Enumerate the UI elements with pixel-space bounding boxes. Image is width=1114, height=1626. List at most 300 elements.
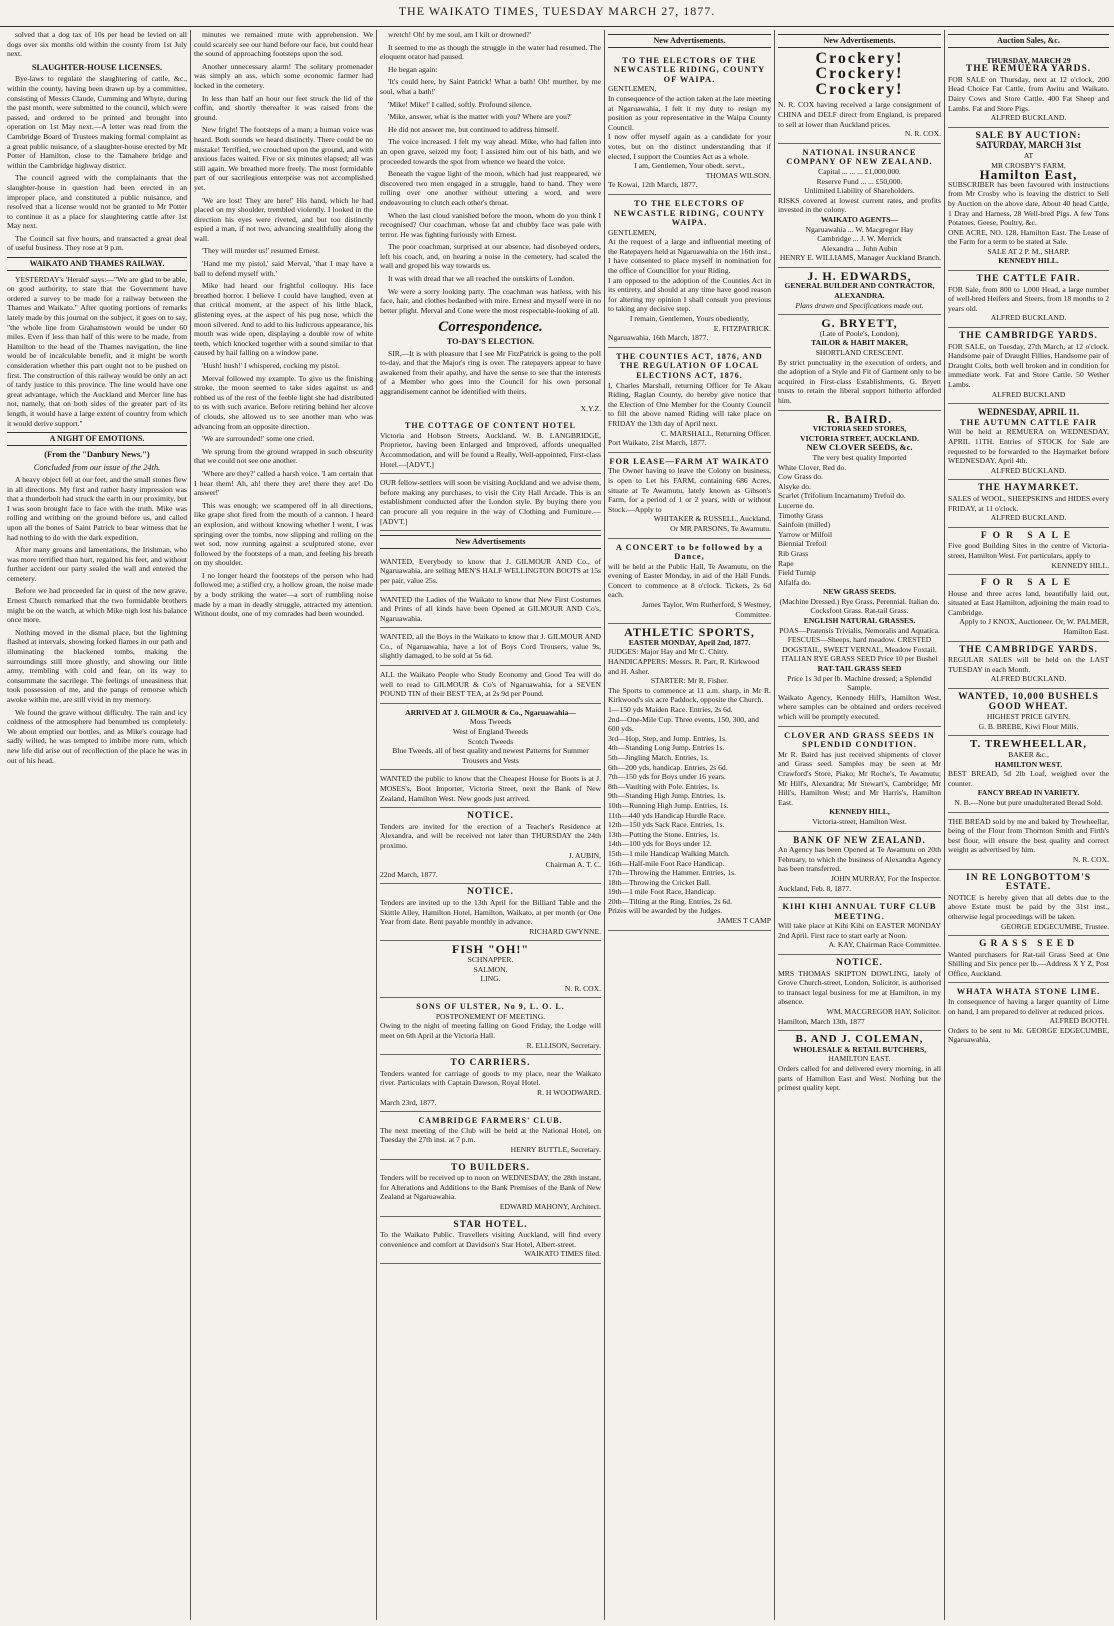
ad-subtitle: RAT-TAIL GRASS SEED [817, 664, 902, 674]
advertisement [778, 832, 941, 899]
advertisement [608, 348, 771, 453]
ad-date: 22nd March, 1877. [380, 869, 438, 879]
ad-signature: HENRY BUTTLE, Secretary. [510, 1145, 601, 1154]
ad-title: GRASS SEED [979, 939, 1078, 950]
paragraph: Before we had proceeded far in quest of the new grave, Ernest Church remarked that the two formidable brothers might be on the watch, at which Mike nigh lost his balance once more. [7, 586, 187, 625]
letter-signature: X.Y.Z. [580, 403, 601, 413]
ad-text: N. R. COX having received a large consignment of CHINA and DELF direct from England, is prepared to sell at lower than Auckland prices. [778, 100, 941, 129]
advertisement [380, 941, 601, 998]
ad-subtitle: SHORTLAND CRESCENT. [815, 348, 904, 358]
advertisement [380, 474, 601, 531]
event-item: 13th—Putting the Stone. Entries, 1s. [608, 829, 720, 839]
ad-text: Owing to the night of meeting falling on Good Friday, the Lodge will meet on 6th April at the Victoria Hall. [380, 1021, 601, 1041]
ad-text: Tenders are invited up to the 13th April for the Billiard Table and the Skittle Alley, Hamilton Hotel, Hamilton, Waikato, at per month (or One Year from date. Rent payable monthly in advance. [380, 897, 601, 927]
ad-title: NATIONAL INSURANCE COMPANY OF NEW ZEALAND. [786, 147, 933, 167]
ad-text: The next meeting of the Club will be held at the National Hotel, on Tuesday the 27th inst. at 7 p.m. [380, 1125, 601, 1145]
ad-line: Blue Tweeds, all of best quality and newest Patterns for Summer Trousers and Vests [392, 746, 589, 765]
ad-title: Hamilton East, [979, 167, 1078, 183]
ad-text: WANTED the Ladies of the Waikato to know that New First Costumes and Prints of all kinds have been Opened at GILMOUR AND Co's, Ngaruawahia. [380, 594, 601, 623]
ad-date: Auckland, Feb. 8, 1877. [778, 883, 852, 893]
ad-text: N. B.—None but pure unadulterated Bread Sold. [954, 797, 1103, 807]
event-item: 18th—Throwing the Cricket Ball. [608, 877, 711, 887]
ad-title: TO CARRIERS. [450, 1058, 531, 1069]
ad-text: Price 1s 3d per lb. Machine dressed; a Splendid Sample. [787, 673, 932, 693]
advertisement [380, 417, 601, 474]
paragraph: The Council sat five hours, and transacted a great deal of useful business. They rose at 9 p.m. [7, 233, 187, 253]
ad-text: WANTED the public to know that the Cheapest House for Boots is at J. MOSES's, Boot Importer, Victoria Street, next the Bank of New Zealand, Hamilton West. New goods just arrived. [380, 774, 601, 803]
advertisement [778, 727, 941, 832]
ad-text: By strict punctuality in the execution of orders, and the adoption of a Style and Fit of Garment only to be acquired in First-class Establishments, G. Bryett trusts to retain the liberal support hitherto afforded him. [778, 357, 941, 405]
ad-signature: JAMES T CAMP [717, 916, 771, 926]
ad-line: Alexandra ... John Aubin [821, 243, 898, 253]
advertisement [948, 936, 1109, 983]
ad-line: Capital ... ... ... £1,000,000. [818, 166, 901, 176]
ad-line: West of England Tweeds [452, 727, 529, 737]
paragraph: It was with dread that we all reached the outskirts of London. [388, 274, 575, 284]
ad-address: Victoria-street, Hamilton West. [812, 816, 907, 826]
ad-title: THE REMUERA YARDS. [965, 64, 1092, 75]
paragraph: When the last cloud vanished before the moon, whom do you think I recognised? Our coachman, whose fat and chubby face was pale with terror. He was fighting furiously with Ernest. [380, 210, 601, 239]
ad-text: In consequence of having a larger quantity of Lime on hand, I am prepared to deliver at reduced prices. [948, 997, 1109, 1016]
ad-title: STAR HOTEL. [453, 1219, 528, 1230]
paragraph: After many groans and lamentations, the Irishman, who was more terrified than hurt, regained his feet, and without further accident our party sealed the wall and entered the cemetery. [7, 545, 187, 583]
ad-text: STARTER: Mr R. Fisher. [650, 676, 729, 686]
advertisement [380, 884, 601, 941]
section-heading: New Advertisements [380, 535, 601, 549]
ad-title: THE COUNTIES ACT, 1876, AND THE REGULATION OF LOCAL ELECTIONS ACT, 1876. [616, 351, 763, 380]
ad-signature: EDWARD MAHONY, Architect. [499, 1201, 601, 1211]
ad-text: WANTED, all the Boys in the Waikato to know that J. GILMOUR AND Co., of Ngaruawahia, have a lot of Boys Cord Trousers, value 9s, slightly damaged, to be sold at 5s 6d. [380, 632, 601, 661]
advertisement [380, 666, 601, 704]
ad-title: R. BAIRD. [826, 411, 893, 426]
paragraph: Nothing moved in the dismal place, but the lightning flashed at intervals, showing forked flames in our path and illuminating the blackened tombs, making the surroundings still more ghostly, and showing our little army, trembling with cold and fear, on its way to consummate the sacrilege. The feelings of uneasiness that took possession of me, and the pangs of remorse which awoke within me, are still vivid in my memory. [7, 627, 187, 704]
ad-date: SATURDAY, MARCH 31st [976, 140, 1081, 151]
advertisement [380, 770, 601, 808]
ad-line: Moss Tweeds [469, 717, 512, 727]
advertisement [608, 624, 771, 930]
ad-text: At the request of a large and influential meeting of the Ratepayers held at Ngaruawahia on the 16th inst., I have consented to place myself in nomination for the office of Councillor for your Riding. [608, 237, 771, 276]
ad-subtitle: FANCY BREAD IN VARIETY. [977, 788, 1080, 798]
ad-text: Tenders will be received up to noon on WEDNESDAY, the 28th instant, for Alterations and Additions to the Bank Premises of the Bank of New Zealand at Ngaruawahia. [380, 1173, 601, 1202]
ad-title: TO BUILDERS. [451, 1162, 530, 1173]
ad-line: LING. [480, 974, 501, 984]
advertisement [608, 453, 771, 539]
ad-text: Waikato Agency, Kennedy Hill's, Hamilton West, where samples can be obtained and orders received which will be promptly executed. [778, 692, 941, 721]
advertisement [948, 689, 1109, 736]
ad-signature: RICHARD GWYNNE. [529, 926, 601, 936]
ad-text: Orders to be sent to Mr. GEORGE EDGECUMBE, Ngaruawahia. [948, 1025, 1109, 1045]
event-item: 6th—200 yds, handicap. Entries, 2s 6d. [608, 762, 728, 772]
advertisement [778, 144, 941, 268]
advertisement [778, 1031, 941, 1097]
ad-text: (Machine Dressed.) Rye Grass, Perennial. Italian do. Cocksfoot Grass. Rat-tail Grass. [779, 596, 940, 616]
ad-text: I now offer myself again as a candidate for your votes, but on the distinct understanding that if elected, I support the Counties Act as a whole. [608, 132, 771, 161]
ad-signature: R. H WOODWARD. [537, 1088, 601, 1098]
ad-line: SALE AT 2 P. M., SHARP. [987, 246, 1070, 256]
ad-title: B. AND J. COLEMAN, [795, 1033, 924, 1046]
advertisement [380, 628, 601, 666]
ad-title: CAMBRIDGE FARMERS' CLUB. [418, 1116, 563, 1126]
event-item: 4th—Standing Long Jump. Entries 1s. [608, 743, 725, 753]
ad-subtitle: BAKER &c., [1008, 750, 1049, 759]
ad-signature: KENNEDY HILL. [1051, 560, 1109, 570]
ad-signature: Or MR PARSONS, Te Awamutu. [670, 523, 771, 533]
paragraph: Merval followed my example. To give us the finishing stroke, the moon seemed to take sides against us and robbed us of the rest of the feeble light she had distributed to us with such avarice. Before retiring behind her alcove of clouds, she allowed us to see another man who was advancing from an opposite direction. [194, 373, 373, 431]
advertisement [948, 404, 1109, 480]
paragraph: New fright! The footsteps of a man; a human voice was heard. Both sounds we heard distinctly. There could be no mistake! Terrified, we crouched upon the ground, and with anxious faces waited. Five or six minutes elapsed; all was still again. We breathed more freely. The most formidable part of our sacrilegious enterprise was not accomplished yet. [194, 125, 373, 192]
seed-item: Alfalfa do. [778, 577, 811, 587]
ad-text: Wanted purchasers for Rat-tail Grass Seed at One Shilling and Six pence per lb.—Address X Y Z, Post Office, Auckland. [948, 949, 1109, 978]
ad-signature: ALFRED BUCKLAND. [990, 674, 1067, 684]
event-item: 11th—440 yds Handicap Hurdle Race. [608, 810, 726, 820]
ad-text: To the Waikato Public. Travellers visiting Auckland, will find every convenience and comfort at Davidson's Star Hotel, Albert-street. [380, 1230, 601, 1249]
event-item: 3rd—Hop, Step, and Jump. Entries, 1s. [608, 733, 727, 743]
ad-signature: ALFRED BUCKLAND. [990, 513, 1067, 523]
ad-signature: ALFRED BOOTH. [1049, 1016, 1109, 1026]
section-heading: Auction Sales, &c. [948, 34, 1109, 48]
ad-signature: ALFRED BUCKLAND. [990, 113, 1067, 123]
paragraph: It seemed to me as though the struggle in the water had resumed. The eloquent orator had paused. [380, 42, 601, 62]
ad-signature: Chairman A. T. C. [545, 860, 601, 870]
column-2 [190, 30, 376, 1620]
advertisement [948, 128, 1109, 271]
paragraph: Beneath the vague light of the moon, which had just reappeared, we discovered two men engaged in a struggle, hand to hand. They were rolling over one another without uttering a word, and were endeavouring to clutch each other's throat. [380, 169, 601, 207]
seed-item: Sainfoin (milled) [778, 520, 831, 530]
ad-close: I remain, Gentlemen, Yours obediently, [629, 314, 750, 324]
section-heading: SLAUGHTER-HOUSE LICENSES. [31, 62, 163, 72]
event-item: 19th—1 mile Foot Race, Handicap. [608, 887, 716, 897]
ad-text: An Agency has been Opened at Te Awamutu on 20th February, to which the business of Alexandra Agency has been transferred. [778, 845, 941, 874]
ad-subtitle: ALEXANDRA. [834, 291, 885, 301]
paragraph: minutes we remained mute with apprehension. We could scarcely see our hand before our face, but could hear the sound of approaching footsteps upon the sod. [194, 30, 374, 59]
ad-date: March 23rd, 1877. [380, 1097, 437, 1107]
ad-signature: N. R. COX. [904, 129, 941, 139]
ad-text: ONE ACRE, NO. 128, Hamilton East. The Lease of the Farm for a term to be stated at Sale. [948, 227, 1109, 247]
ad-signature: A. KAY, Chairman Race Committee. [828, 940, 941, 950]
ad-text: FOR SALE, on Tuesday, 27th March, at 12 o'clock. Handsome pair of Draught Fillies, Handsome pair of Draught Colts, both well broken and in condition for immediate work. Fat and Store Cattle. 50 Wether Lambs. [948, 341, 1109, 389]
ad-title: A CONCERT to be followed by a Dance, [615, 542, 764, 562]
ad-text: Will be held at REMUERA on WEDNESDAY, APRIL 11TH. Entries of STOCK for Sale are requested to be forwarded to the Haymarket before WEDNESDAY, April 4th. [948, 427, 1109, 466]
ad-text: RISKS covered at lowest current rates, and profits invested in the colony. [778, 195, 941, 215]
section-heading: New Advertisements. [778, 34, 941, 48]
ad-text: WANTED, Everybody to know that J. GILMOUR AND Co., of Ngaruawahia, are selling MEN'S HALF WELLINGTON BOOTS at 15s per pair, value 25s. [380, 556, 601, 585]
paragraph: wretch! Oh! by me soul, am I kilt or drowned?' [388, 30, 532, 39]
advertisement [778, 955, 941, 1031]
ad-salutation: GENTLEMEN, [608, 227, 657, 237]
section-heading: New Advertisements. [608, 34, 771, 48]
ad-subtitle: EASTER MONDAY, April 2nd, 1877. [628, 637, 751, 647]
paragraph: 'We are surrounded!' some one cried. [202, 434, 315, 444]
subheading: (From the "Danbury News.") [44, 449, 150, 459]
ad-title: WANTED, 10,000 BUSHELS GOOD WHEAT. [958, 692, 1099, 712]
ad-title: NOTICE. [836, 958, 883, 969]
advertisement [948, 736, 1109, 812]
event-item: 8th—Vaulting with Pole. Entries, 1s. [608, 781, 720, 791]
ad-subtitle: (Late of Poole's, London), [819, 328, 900, 338]
ad-subtitle: WAIKATO AGENTS— [820, 214, 899, 224]
ad-text: FESCUES—Sheeps, hard meadow. CRESTED DOGSTAIL, SWEET VERNAL, Meadow Foxtail. [782, 635, 937, 654]
column-5 [774, 30, 944, 1620]
paragraph: 'Hand me my pistol,' said Merval, 'that I may have a ball to defend myself with.' [194, 259, 373, 278]
ad-signature: THOMAS WILSON. [705, 170, 771, 180]
seed-item: Rape [778, 558, 794, 568]
ad-date: THURSDAY, MARCH 29 [986, 55, 1071, 65]
ad-signature: G. B. BREBE, Kiwi Flour Mills. [978, 721, 1079, 731]
ad-line: SCHNAPPER. [467, 954, 514, 964]
ad-line: Ngaruawahia ... W. Macgregor Hay [805, 224, 914, 234]
ad-date: Ngaruawahia, 16th March, 1877. [608, 333, 709, 343]
ad-subtitle: GENERAL BUILDER AND CONTRACTOR, [784, 281, 935, 291]
ad-date: Port Waikato, 21st March, 1877. [608, 438, 707, 448]
ad-text: FOR SALE on Thursday, next at 12 o'clock, 200 Head Choice Fat Cattle, from Awitu and Waikato. Dairy Cows and Store Cattle. 400 Fat Sheep and Lambs. Fat and Store Pigs. [948, 74, 1109, 113]
ad-line: Reserve Fund ... ... £50,000. [816, 176, 903, 186]
ad-signature: N. R. COX. [564, 983, 601, 993]
ad-title: NOTICE. [467, 811, 514, 822]
paragraph: 'Mike! Mike!' I called, softly. Profound silence. [388, 99, 532, 109]
advertisement [778, 315, 941, 410]
section-heading: WAIKATO AND THAMES RAILWAY. [7, 257, 187, 271]
event-item: 12th—150 yds Sack Race. Entries, 1s. [608, 820, 725, 830]
ad-title: WHATA WHATA STONE LIME. [956, 987, 1101, 997]
paragraph: YESTERDAY's 'Herald' says:—"We are glad to be able, on good authority, to state that the Government have ordered a survey to be made for a railway between the Thames and Waikato." After quoting portions of remarks lately made by this journal on the subject, it goes on to say, "the whole line from Grahamstown would be under 60 miles. Even if less than half of this were to be made, from Hamilton to the head of the Thames navigation, the line would be of incalculable benefit, and it might be worth consideration whether this part ought not to be pushed on first. The construction of this railway would be only an act of tardy justice to this province. The line would have one great advantage, which the Auckland and Mercer line has not, namely, that on both sides of the greater part of its length, it would have a large extent of country from which it would derive support." [7, 274, 187, 428]
ad-signature: N. R. COX. [1072, 854, 1109, 864]
ad-title: THE CAMBRIDGE YARDS. [959, 331, 1098, 342]
paragraph: A heavy object fell at our feet, and the small stones flew in all directions. My first and rather hasty impression was that a thunderbolt had struck the earth in our proximity, but I was soon brought face to face with the truth. Mike was rolling and writhing on the ground before us, and called upon all the bones of Saint Patrick to bear witness that he had nothing to do with the dark expedition. [7, 474, 187, 542]
advertisement [948, 575, 1109, 642]
ad-text: HIGHEST PRICE GIVEN. [986, 712, 1071, 722]
ad-title: ATHLETIC SPORTS, [624, 625, 755, 640]
column-4 [604, 30, 774, 1620]
crockery-heading: Crockery! [815, 65, 904, 83]
ad-text: BEST BREAD, 5d 2lb Loaf, weighed over the counter. [948, 769, 1109, 788]
ad-signature: J. AUBIN, [568, 850, 601, 860]
paragraph: He began again: [388, 64, 438, 74]
ad-signature: JOHN MURRAY, For the Inspector. [830, 873, 941, 883]
ad-text: REGULAR SALES will be held on the LAST TUESDAY in each Month. [948, 655, 1109, 674]
seed-item: Timothy Grass [778, 510, 824, 520]
seed-item: Yarrow or Milfoil [778, 529, 833, 539]
ad-text: House and three acres land, beautifully laid out, situated at East Hamilton, adjoining the main road to Cambridge. [948, 588, 1109, 617]
ad-title: G. BRYETT, [821, 316, 898, 331]
letter-title: TO-DAY'S ELECTION. [446, 337, 535, 347]
advertisement [380, 808, 601, 884]
paragraph: 'Where are they?' called a harsh voice. 'I am certain that I hear them! Ah, ah! there they are! there they are! Do answer!' [194, 468, 373, 498]
seed-item: Scarlet (Trifolium Incarnatum) Trefoil do. [778, 491, 906, 501]
ad-salutation: GENTLEMEN, [608, 84, 657, 94]
ad-signature: KENNEDY HILL, [829, 807, 890, 817]
ad-signature: ALFRED BUCKLAND. [990, 465, 1067, 475]
seed-item: White Clover, Red do. [778, 462, 847, 472]
paragraph: Bye-laws to regulate the slaughtering of cattle, &c., within the county, having been drawn up by a committee, consisting of Messrs Claude, Cumming and Whyte, during the past month, were submitted to the council, which were passed, and ordered to be printed and brought into operation on 1st May next.—A letter was read from the Cambridge Board of Trustees making formal complaint as a great public nuisance, of a slaughter-house erected by Mr Potter of Hamilton, close to the Tamahere bridge and within the Cambridge highway district. [7, 74, 187, 170]
letter-body: SIR,—It is with pleasure that I see Mr FitzPatrick is going to the poll to-day, and that the Major's ring is over. The ratepayers appear to have awakened from their apathy, and have the sense to see that the interests of a Member who goes into the Council for his own personal aggrandisement cannot be identified with theirs. [380, 348, 601, 396]
event-item: 14th—100 yds for Boys under 12. [608, 839, 712, 849]
advertisement [948, 52, 1109, 128]
paragraph: In less than half an hour our feet struck the lid of the coffin, and shortly thereafter it was raised from the ground. [194, 93, 373, 122]
ad-text: I am opposed to the adoption of the Counties Act in its entirety, and should at any time have good reason for altering my opinion I shall consult you previous to taking any decisive step. [608, 275, 771, 314]
event-item: 1—150 yds Maiden Race. Entries, 2s 6d. [608, 705, 733, 714]
advertisement [608, 539, 771, 625]
ad-title: ARRIVED AT J. GILMOUR & Co., Ngaruawahia— [405, 707, 576, 717]
paragraph: This was enough; we scampered off in all directions, like grape shot fired from the mouth of a cannon. I heard an explosion, and without knowing whether I went, I was springing over the tombs, now slipping and rolling on the wet sod, now running against a sculptured stone, ever followed by the footsteps of a man, and feeling his breath on my shoulder. [194, 500, 373, 568]
seed-item: Rib Grass [778, 548, 809, 558]
ad-title: THE CAMBRIDGE YARDS. [959, 644, 1098, 655]
event-item: 16th—Half-mile Foot Race Handicap. [608, 858, 725, 868]
ad-text: SALES of WOOL, SHEEPSKINS and HIDES every FRIDAY, at 11 o'clock. [948, 493, 1109, 513]
ad-address: HAMILTON WEST. [994, 759, 1063, 769]
advertisement [380, 591, 601, 629]
ad-text: NOTICE is hereby given that all debts due to the above Estate must be paid by the 31st inst., otherwise legal proceedings will be taken. [948, 892, 1109, 921]
ad-text: HANDICAPPERS: Messrs. R. Parr, R. Kirkwood and H. Asher. [608, 657, 760, 676]
ad-address: HAMILTON EAST. [828, 1054, 891, 1064]
ad-text: ALL the Waikato People who Study Economy and Good Tea will do well to read to GILMOUR & Co's of Ngaruawahia, for a SEVEN POUND TIN of their BEST TEA, at 2s 9d per Pound. [380, 670, 601, 699]
ad-signature: WHITAKER & RUSSELL, Auckland, [653, 514, 771, 524]
ad-subtitle: NEW GRASS SEEDS. [822, 587, 897, 597]
ad-signature: WM. MACGREGOR HAY, Solicitor. [826, 1007, 941, 1017]
ad-text: THE BREAD sold by me and baked by Trewheellar, being of the Flour from Thornton Smith and Firth's best flour, will ensure the best quality and correct weight as advertised by him. [948, 816, 1109, 855]
ad-subtitle: WHOLESALE & RETAIL BUTCHERS, [792, 1044, 927, 1054]
seed-item: Biennial Trefoil [778, 539, 827, 549]
ad-title: FOR SALE [980, 530, 1077, 541]
advertisement [948, 328, 1109, 404]
event-item: 20th—Tilting at the Ring. Entries, 2s 6d. [608, 896, 732, 906]
ad-text: The very best quality Imported [812, 452, 907, 462]
paragraph: We were a sorry looking party. The coachman was hatless, with his face, hair, and clothes bedaubed with mire. Ernest and myself were in no better plight. Merval and Cone were the most respectable-looking of all. [380, 286, 601, 315]
ad-title: THE AUTUMN CATTLE FAIR [960, 417, 1097, 427]
seed-item: Lucerne do. [778, 500, 815, 510]
advertisement [380, 553, 601, 591]
ad-text: Tenders are invited for the erection of a Teacher's Residence at Alexandra, and will be received not later than THURSDAY the 24th proximo. [380, 821, 601, 850]
seed-item: Field Turnip [778, 568, 816, 578]
advertisement [380, 1160, 601, 1217]
advertisement [380, 1112, 601, 1159]
ad-subtitle: NEW CLOVER SEEDS, &c. [806, 442, 913, 453]
ad-title: FISH "OH!" [452, 942, 529, 957]
ad-signature: C. MARSHALL, Returning Officer. [661, 428, 771, 438]
ad-title: BANK OF NEW ZEALAND. [793, 834, 926, 845]
advertisement [948, 813, 1109, 870]
ad-text: FOR Sale, from 800 to 1,000 Head, a large number of well-bred Heifers and Steers, from 18 months to 2 years old. [948, 284, 1109, 313]
ad-text: Prizes will be awarded by the Judges. [608, 906, 723, 916]
ad-text: JUDGES: Major Hay and Mr C. Chitty. [608, 647, 729, 657]
section-heading: A NIGHT OF EMOTIONS. [7, 432, 187, 446]
ad-title: SONS OF ULSTER, No 9, L. O. L. [416, 1002, 565, 1012]
ad-title: TO THE ELECTORS OF THE NEWCASTLE RIDING, COUNTY OF WAIPA. [613, 55, 766, 84]
paragraph: I no longer heard the footsteps of the person who had followed me; a stifled cry, a hollow groan, the noise made by a body striking the water—a sort of rumbling noise made by a man in deadly struggle, attracted my attention. Without doubt, one of my comrades had been wounded. [194, 570, 373, 619]
ad-text: In consequence of the action taken at the late meeting at Ngaruawahia, I felt it my duty to resign my position as your representative in the Waipa County Council. [608, 93, 771, 132]
ad-title: IN RE LONGBOTTOM'S ESTATE. [966, 872, 1091, 893]
masthead: THE WAIKATO TIMES, TUESDAY MARCH 27, 1877. [0, 4, 1114, 27]
advertisement [380, 704, 601, 771]
paragraph: 'Hush! hush!' I whispered, cocking my pistol. [202, 361, 340, 370]
ad-signature: GEORGE EDGECUMBE, Trustee. [1000, 921, 1109, 931]
ad-subtitle: ENGLISH NATURAL GRASSES. [803, 616, 916, 626]
crockery-heading: Crockery! [815, 80, 904, 98]
ad-text: Will take place at Kihi Kihi on EASTER MONDAY 2nd April. First race to start early at Noon. [778, 921, 941, 940]
ad-title: NOTICE. [467, 887, 514, 898]
advertisement [948, 642, 1109, 689]
ad-text: Plans drawn and Specifications made out. [795, 300, 924, 310]
advertisement [608, 52, 771, 195]
ad-text: Orders called for and delivered every morning, in all parts of Hamilton East and West. Nothing but the primest quality kept. [778, 1064, 941, 1093]
ad-date: WEDNESDAY, APRIL 11. [977, 407, 1080, 418]
event-item: 2nd—One-Mile Cup. Three events, 150, 300, and 600 yds. [608, 714, 759, 734]
ad-text: I, Charles Marshall, returning Officer for Te Akau Riding, Raglan County, do hereby give notice that the Election of One Member for the County Council to fill the above named Riding will take place on FRIDAY the 13th day of April next. [608, 380, 771, 428]
paragraph: Another unnecessary alarm! The solitary promenader was simply an ass, which some economic farmer had locked in the cemetery. [194, 61, 373, 90]
ad-title: CLOVER AND GRASS SEEDS IN SPLENDID CONDITION. [784, 730, 935, 750]
advertisement [778, 96, 941, 143]
ad-text: OUR fellow-settlers will soon be visiting Auckland and we advise them, before making any purchases, to visit the City Hall Arcade. This is an establishment conducted after the London style. By buying there you can procure all you require in the way of Clothing and Furniture.—[ADVT.] [380, 478, 601, 526]
ad-text: POAS—Pratensis Trivialis, Nemoralis and Aquatica. [779, 625, 940, 635]
ad-signature: E. FITZPATRICK. [713, 323, 771, 333]
ad-text: Victoria and Hobson Streets, Auckland. W. B. LANGBRIDGE, Proprietor, having been Enlarged and Improved, affords unequalled Accommodation, and will be found a Really, Well-appointed, First-class Hotel.—[ADVT.] [380, 430, 601, 469]
ad-subtitle: POSTPONEMENT OF MEETING. [435, 1011, 546, 1021]
ad-signature: Apply to J KNOX, Auctioneer. Or, W. PALMER, Hamilton East. [959, 617, 1109, 637]
seed-item: Alsyke do. [778, 481, 811, 491]
ad-title: THE COTTAGE OF CONTENT HOTEL [405, 421, 576, 431]
advertisement [380, 998, 601, 1055]
column-3 [376, 30, 604, 1620]
advertisement [778, 411, 941, 727]
ad-signature: KENNEDY HILL. [998, 256, 1059, 266]
ad-subtitle: VICTORIA STREET, AUCKLAND. [800, 433, 919, 443]
seed-item: Cow Grass do. [778, 472, 823, 482]
ad-line: Scotch Tweeds [467, 736, 514, 746]
ad-signature: ALFRED BUCKLAND. [990, 313, 1067, 323]
ad-close: I am, Gentlemen, Your obedt. servt., [634, 161, 745, 171]
ad-line: Cambridge ... J. W. Merrick [817, 234, 902, 244]
ad-signature: R. ELLISON, Secretary. [526, 1040, 601, 1050]
ad-date: Hamilton, March 13th, 1877 [778, 1016, 865, 1026]
ad-subtitle: VICTORIA SEED STORES, [812, 424, 907, 434]
ad-title: T. TREWHEELLAR, [970, 738, 1087, 751]
section-heading-correspondence: Correspondence. [438, 319, 543, 336]
paragraph: The voice increased. I felt my way ahead. Mike, who had fallen into an open grave, seized my foot; I assisted him out of his bath, and we proceeded towards the spot from whence we heard the voice. [380, 137, 601, 166]
subheading: Concluded from our issue of the 24th. [33, 463, 161, 473]
ad-text: Tenders wanted for carriage of goods to my place, near the Waikato river. Particulars with Captain Dawson, Royal Hotel. [380, 1068, 601, 1088]
ad-text: MRS THOMAS SKIPTON DOWLING, lately of Grove Church-street, London, Solicitor, is authorised to transact legal business for me at Hamilton, in my absence. [778, 968, 941, 1007]
ad-signature: HENRY E. WILLIAMS, Manager Auckland Branch. [779, 253, 941, 263]
ad-title: SALE BY AUCTION: [975, 130, 1082, 141]
ad-signature: James Taylor, Wm Rutherford, S Westney, Committee. [642, 600, 771, 619]
ad-text: will be held at the Public Hall, Te Awamutu, on the evening of Easter Monday, in aid of the Hall Funds. Concert to commence at 8 o'clock. Tickets, 2s 6d each. [608, 561, 771, 600]
ad-text: The Owner having to leave the Colony on business, is open to Let his FARM, containing 686 Acres, situate at Te Awamutu, lately known as Gibson's Farm, for a period of 1 or 2 years, with or without Stock.—Apply to [608, 466, 771, 514]
advertisement [380, 1055, 601, 1112]
advertisement [778, 898, 941, 955]
advertisement [948, 271, 1109, 328]
advertisement [948, 528, 1109, 575]
ad-title: J. H. EDWARDS, [807, 268, 912, 283]
paragraph: 'Mike, answer, what is the matter with you? Where are you?' [388, 112, 572, 122]
advertisement [948, 983, 1109, 1049]
event-item: 10th—Running High Jump. Entries, 1s. [608, 800, 729, 810]
column-1 [4, 30, 190, 1620]
ad-line: Unlimited Liability of Shareholders. [804, 186, 915, 196]
ad-title: THE HAYMARKET. [977, 483, 1080, 494]
paragraph: 'They will murder us!' resumed Ernest. [202, 246, 320, 256]
paragraph: The council agreed with the complainants that the slaughter-house in question had been erected in an improper place, and constituted a public nuisance, and resolved that a license would not be granted to Mr Potter to continue it as a place for slaughtering cattle after 1st May next. [7, 173, 187, 231]
paragraph: 'We are lost! They are here!' His hand, which he had placed on my shoulder, trembled violently. I looked in the direction his eyes were riveted, and but too distinctly espied a man, if not two, advancing stealthfully along the wall. [194, 195, 373, 243]
paragraph: We found the grave without difficulty. The rain and icy coldness of the atmosphere had benumbed us completely. We about emptied our bottles, and as Mike's courage had sadly wilted, he was tempted to imbibe more rum, which new life did arise out of recollection of the place he was in out of his head. [7, 707, 187, 765]
paragraph: The poor coachman, surprised at our absence, had disobeyed orders, left his coach, and, on hearing a noise in the cemetery, had scaled the wall and groped his way towards us. [380, 242, 601, 271]
advertisement [380, 1217, 601, 1264]
crockery-heading: Crockery! [815, 49, 904, 67]
event-item: 17th—Throwing the Hammer. Entries, 1s. [608, 868, 737, 878]
ad-title: FOR SALE [980, 578, 1077, 589]
paragraph: solved that a dog tax of 10s per head be levied on all dogs over six months old within the county from 1st July next. [7, 30, 187, 59]
ad-text: Mr R. Baird has just received shipments of clover and Grass seed. Samples may be seen at Mr Crawford's Store, Piako; Mr Roche's, Te Awamutu; Mr Hill's, Alexandra; Mr Stewart's, Cambridge; Mr Hill's, Hamilton West; and Mr Harris's, Hamilton East. [778, 749, 941, 807]
column-6 [944, 30, 1112, 1620]
ad-line: SALMON. [473, 964, 508, 974]
